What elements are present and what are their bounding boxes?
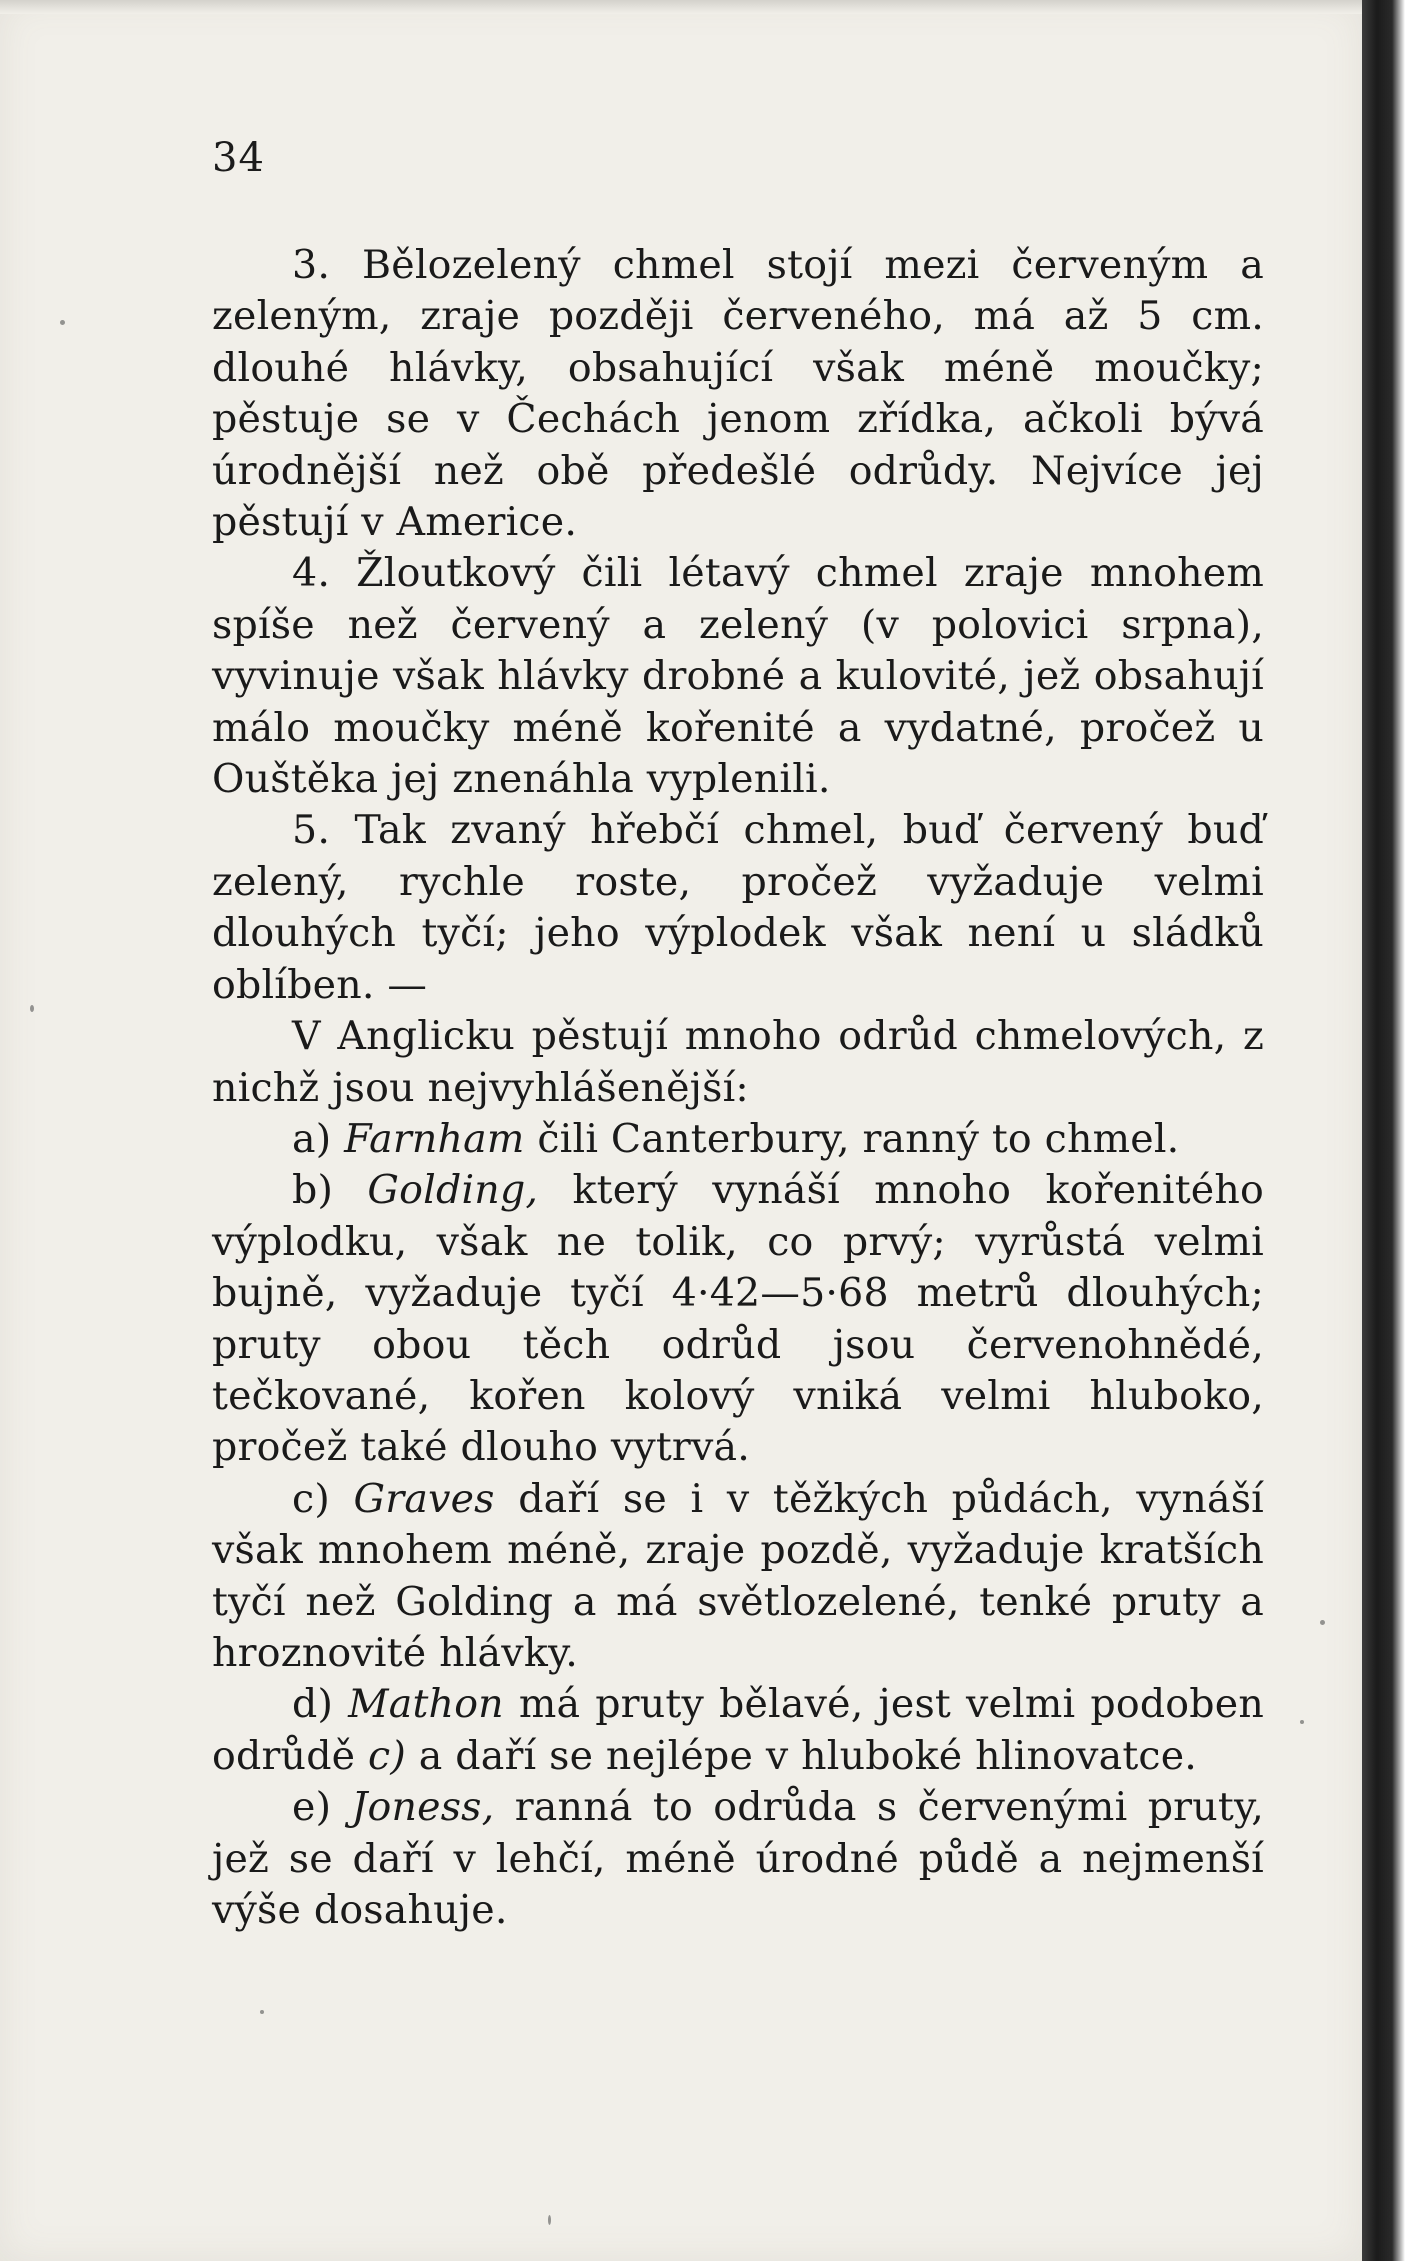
paragraph-variety-b <box>212 1165 1264 1473</box>
paper-speck <box>548 2215 551 2225</box>
paragraph-variety-3: 3. Bělozelený chmel stojí mezi červeným a zeleným, zraje později červeného, má až 5 cm. dlouhé hlávky, obsahující však méně moučky; pěstuje se v Čechách jenom zřídka, ačkoli bývá úrodnější než obě předešlé odrůdy. Nejvíce jej pěstují v Americe. <box>212 242 1264 546</box>
variety-d-text-1: má pruty bělavé, jest velmi podoben odrůdě <box>212 1681 1264 1779</box>
paragraph-england-intro: V Anglicku pěstují mnoho odrůd chmelových, z nichž jsou nejvyhlášenější: <box>212 1013 1264 1111</box>
variety-a-text: čili Canterbury, ranný to chmel. <box>537 1115 1180 1162</box>
variety-d-name: Mathon <box>348 1681 504 1728</box>
paper-speck <box>60 320 65 325</box>
variety-d-text-2: a daří se nejlépe v hluboké hlinovatce. <box>418 1732 1198 1779</box>
variety-e-name: Joness, <box>351 1784 495 1831</box>
variety-a-name: Farnham <box>344 1115 525 1162</box>
variety-c-text: daří se i v těžkých půdách, vynáší však mnohem méně, zraje pozdě, vyžaduje kratších tyčí než Golding a má světlozelené, tenké pruty a hroznovité hlávky. <box>212 1475 1265 1676</box>
variety-e-text: ranná to odrůda s červenými pruty, jež se daří v lehčí, méně úrodné půdě a nejmenší výše dosahuje. <box>212 1784 1264 1933</box>
variety-b-prefix: b) <box>292 1167 334 1214</box>
paragraph-variety-a <box>212 1114 1264 1165</box>
variety-e-prefix: e) <box>292 1784 332 1831</box>
variety-d-reference: c) <box>368 1732 406 1779</box>
variety-c-name: Graves <box>353 1475 495 1522</box>
paragraph-variety-c <box>212 1474 1264 1680</box>
paper-speck <box>260 2010 264 2014</box>
variety-b-name: Golding, <box>367 1167 539 1214</box>
paper-speck <box>1320 1620 1325 1625</box>
paragraph-variety-5: 5. Tak zvaný hřebčí chmel, buď červený buď zelený, rychle roste, pročež vyžaduje velmi dlouhých tyčí; jeho výplodek však není u sládků oblíben. — <box>212 807 1264 1008</box>
paragraph-variety-4: 4. Žloutkový čili létavý chmel zraje mnohem spíše než červený a zelený (v polovici srpna), vyvinuje však hlávky drobné a kulovité, jež obsahují málo moučky méně kořenité a vydatné, pročež u Ouštěka jej znenáhla vyplenili. <box>212 550 1264 803</box>
body-text <box>212 240 1264 1936</box>
variety-b-text: který vynáší mnoho kořenitého výplodku, však ne tolik, co prvý; vyrůstá velmi bujně, vyžaduje tyčí 4·42—5·68 metrů dlouhých; pruty obou těch odrůd jsou červenohnědé, tečkované, kořen kolový vniká velmi hluboko, pročež také dlouho vytrvá. <box>212 1167 1264 1471</box>
paper-speck <box>30 1005 34 1012</box>
page-right-edge-shadow <box>1362 0 1405 2261</box>
variety-d-prefix: d) <box>292 1681 334 1728</box>
variety-a-prefix: a) <box>292 1115 332 1162</box>
paragraph-variety-e <box>212 1782 1264 1936</box>
page-top-edge <box>0 0 1362 14</box>
variety-c-prefix: c) <box>292 1475 330 1522</box>
paper-speck <box>1300 1720 1304 1724</box>
page-number: 34 <box>212 135 265 181</box>
paragraph-variety-d <box>212 1679 1264 1782</box>
